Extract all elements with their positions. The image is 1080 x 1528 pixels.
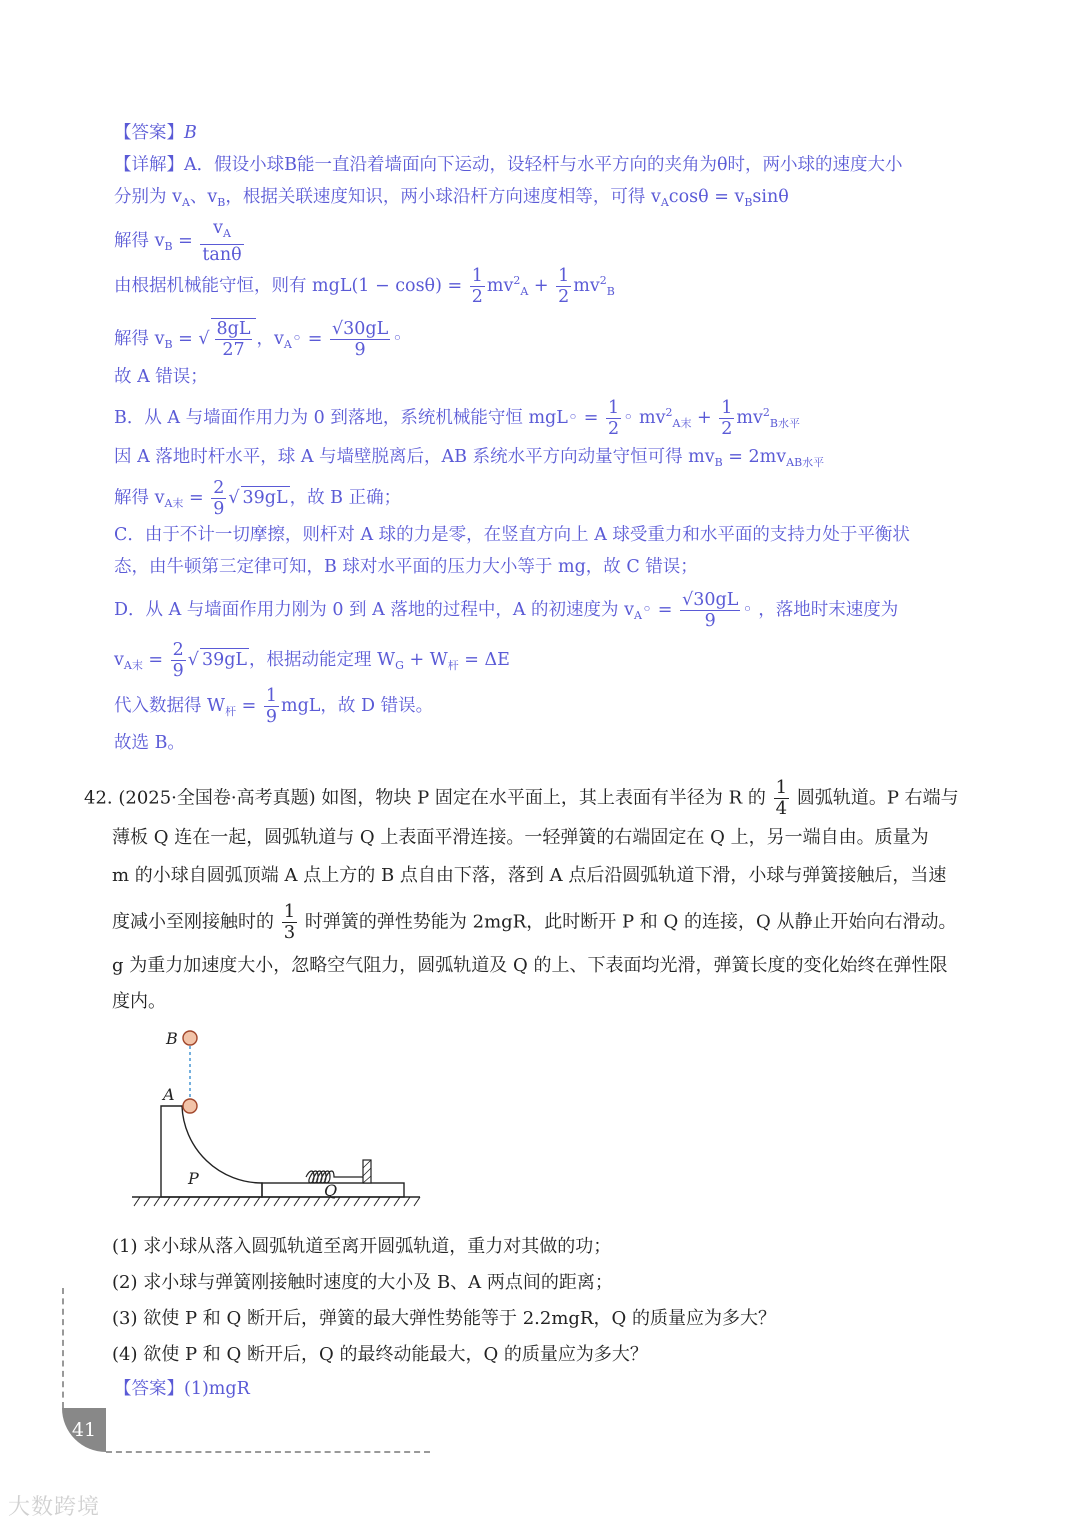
detail-line-10: C．由于不计一切摩擦，则杆对 A 球的力是零，在竖直方向上 A 球受重力和水平面的支持力处于平衡状: [114, 525, 910, 545]
footer-dashed-horizontal: [106, 1451, 430, 1453]
question-line-3: m 的小球自圆弧顶端 A 点上方的 B 点自由下落，落到 A 点后沿圆弧轨道下滑，小球与弹簧接触后，当速: [112, 865, 947, 886]
detail-line-15: 故选 B。: [114, 733, 185, 753]
answer-label: 【答案】: [114, 123, 184, 143]
label-b: B: [166, 1029, 178, 1048]
fraction: $\frac{v_A}{\tan\theta}$: [202, 218, 242, 265]
question-answer-line: 【答案】(1)mgR: [114, 1379, 250, 1399]
question-line-4: 度减小至刚接触时的 $\frac{1}{3}$ 时弹簧的弹性势能为 2mgR，此时断开 P 和 Q 的连接，Q 从静止开始向右滑动。: [112, 901, 957, 943]
page-number: 41: [62, 1408, 106, 1452]
detail-label: 【详解】: [114, 155, 184, 175]
detail-line-1: 【详解】A．假设小球B能一直沿着墙面向下运动，设轻杆与水平方向的夹角为θ时，两小球的速度大小: [114, 155, 903, 175]
detail-line-8: 因 A 落地时杆水平，球 A 与墙壁脱离后，AB 系统水平方向动量守恒可得 $mv_B = 2mv_{AB水平}$: [114, 447, 825, 469]
detail-line-3: 解得 $v_B$ = $\frac{v_A}{\tan\theta}$: [114, 218, 242, 265]
question-line-6: 度内。: [112, 991, 166, 1012]
label-a: A: [163, 1085, 175, 1104]
answer-line: [114, 122, 197, 144]
question-line-5: g 为重力加速度大小，忽略空气阻力，圆弧轨道及 Q 的上、下表面均光滑，弹簧长度的变化始终在弹性限: [112, 955, 948, 976]
detail-line-2: 分别为 $v_A$、$v_B$，根据关联速度知识，两小球沿杆方向速度相等，可得 $v_A\cos\theta = v_B\sin\theta$: [114, 187, 789, 209]
ground-hatch: [134, 1197, 420, 1206]
ball-b: [183, 1031, 197, 1045]
block-p: [161, 1106, 262, 1197]
answer-value: B: [184, 123, 197, 143]
question-line-2: 薄板 Q 连在一起，圆弧轨道与 Q 上表面平滑连接。一轻弹簧的右端固定在 Q 上，另一端自由。质量为: [112, 827, 929, 848]
detail-line-12: D．从 A 与墙面作用力刚为 0 到 A 落地的过程中，A 的初速度为 $v_A◦$ = $\frac{√30gL}{9}$ ◦ ，落地时末速度为: [114, 590, 899, 631]
detail-line-13: $v_{A末}$ = $\frac{2}{9}$ √ 39gL ，根据动能定理 $W_G + W_杆 = \Delta E$: [114, 640, 510, 681]
detail-line-11: 态，由牛顿第三定律可知，B 球对水平面的压力大小等于 mg，故 C 错误；: [114, 557, 698, 577]
detail-line-4: 由根据机械能守恒，则有 mgL(1 − cosθ) = $\frac{1}{2}$ $mv^2_A$ + $\frac{1}{2}$ $mv^2_B$: [114, 266, 615, 307]
ball-a: [183, 1099, 197, 1113]
footer-dashed-vertical: [62, 1288, 64, 1408]
detail-line-9: 解得 $v_{A末}$ = $\frac{2}{9}$ √ 39gL ，故 B 正确；: [114, 478, 402, 519]
detail-line-7: B．从 A 与墙面作用力为 0 到落地，系统机械能守恒 mgL◦ = $\frac{1}{2}$ ◦ $mv^2_{A末}$ + $\frac{1}{2}$ $mv^2_{B水平}$: [114, 398, 800, 439]
detail-line-5: 解得 $v_B$ = √ $\frac{8gL}{27}$ ，$v_A◦$ = $\frac{√30gL}{9}$ ◦: [114, 319, 403, 360]
sub-question-4: (4) 欲使 P 和 Q 断开后，Q 的最终动能最大，Q 的质量应为多大？: [112, 1344, 648, 1365]
physics-figure: [126, 1020, 426, 1220]
sub-question-2: (2) 求小球与弹簧刚接触时速度的大小及 B、A 两点间的距离；: [112, 1272, 613, 1293]
watermark: 大数跨境: [8, 1495, 101, 1520]
label-p: P: [188, 1169, 199, 1188]
detail-line-6: 故 A 错误；: [114, 367, 208, 387]
sub-question-1: (1) 求小球从落入圆弧轨道至离开圆弧轨道，重力对其做的功；: [112, 1236, 612, 1257]
label-q: Q: [324, 1181, 338, 1200]
question-line-1: 42. (2025·全国卷·高考真题) 如图，物块 P 固定在水平面上，其上表面有半径为 R 的 $\frac{1}{4}$ 圆弧轨道。P 右端与: [84, 777, 959, 819]
sub-question-3: (3) 欲使 P 和 Q 断开后，弹簧的最大弹性势能等于 2.2mgR，Q 的质量应为多大？: [112, 1308, 776, 1329]
detail-line-14: 代入数据得 $W_杆$ = $\frac{1}{9}$ mgL，故 D 错误。: [114, 686, 434, 727]
